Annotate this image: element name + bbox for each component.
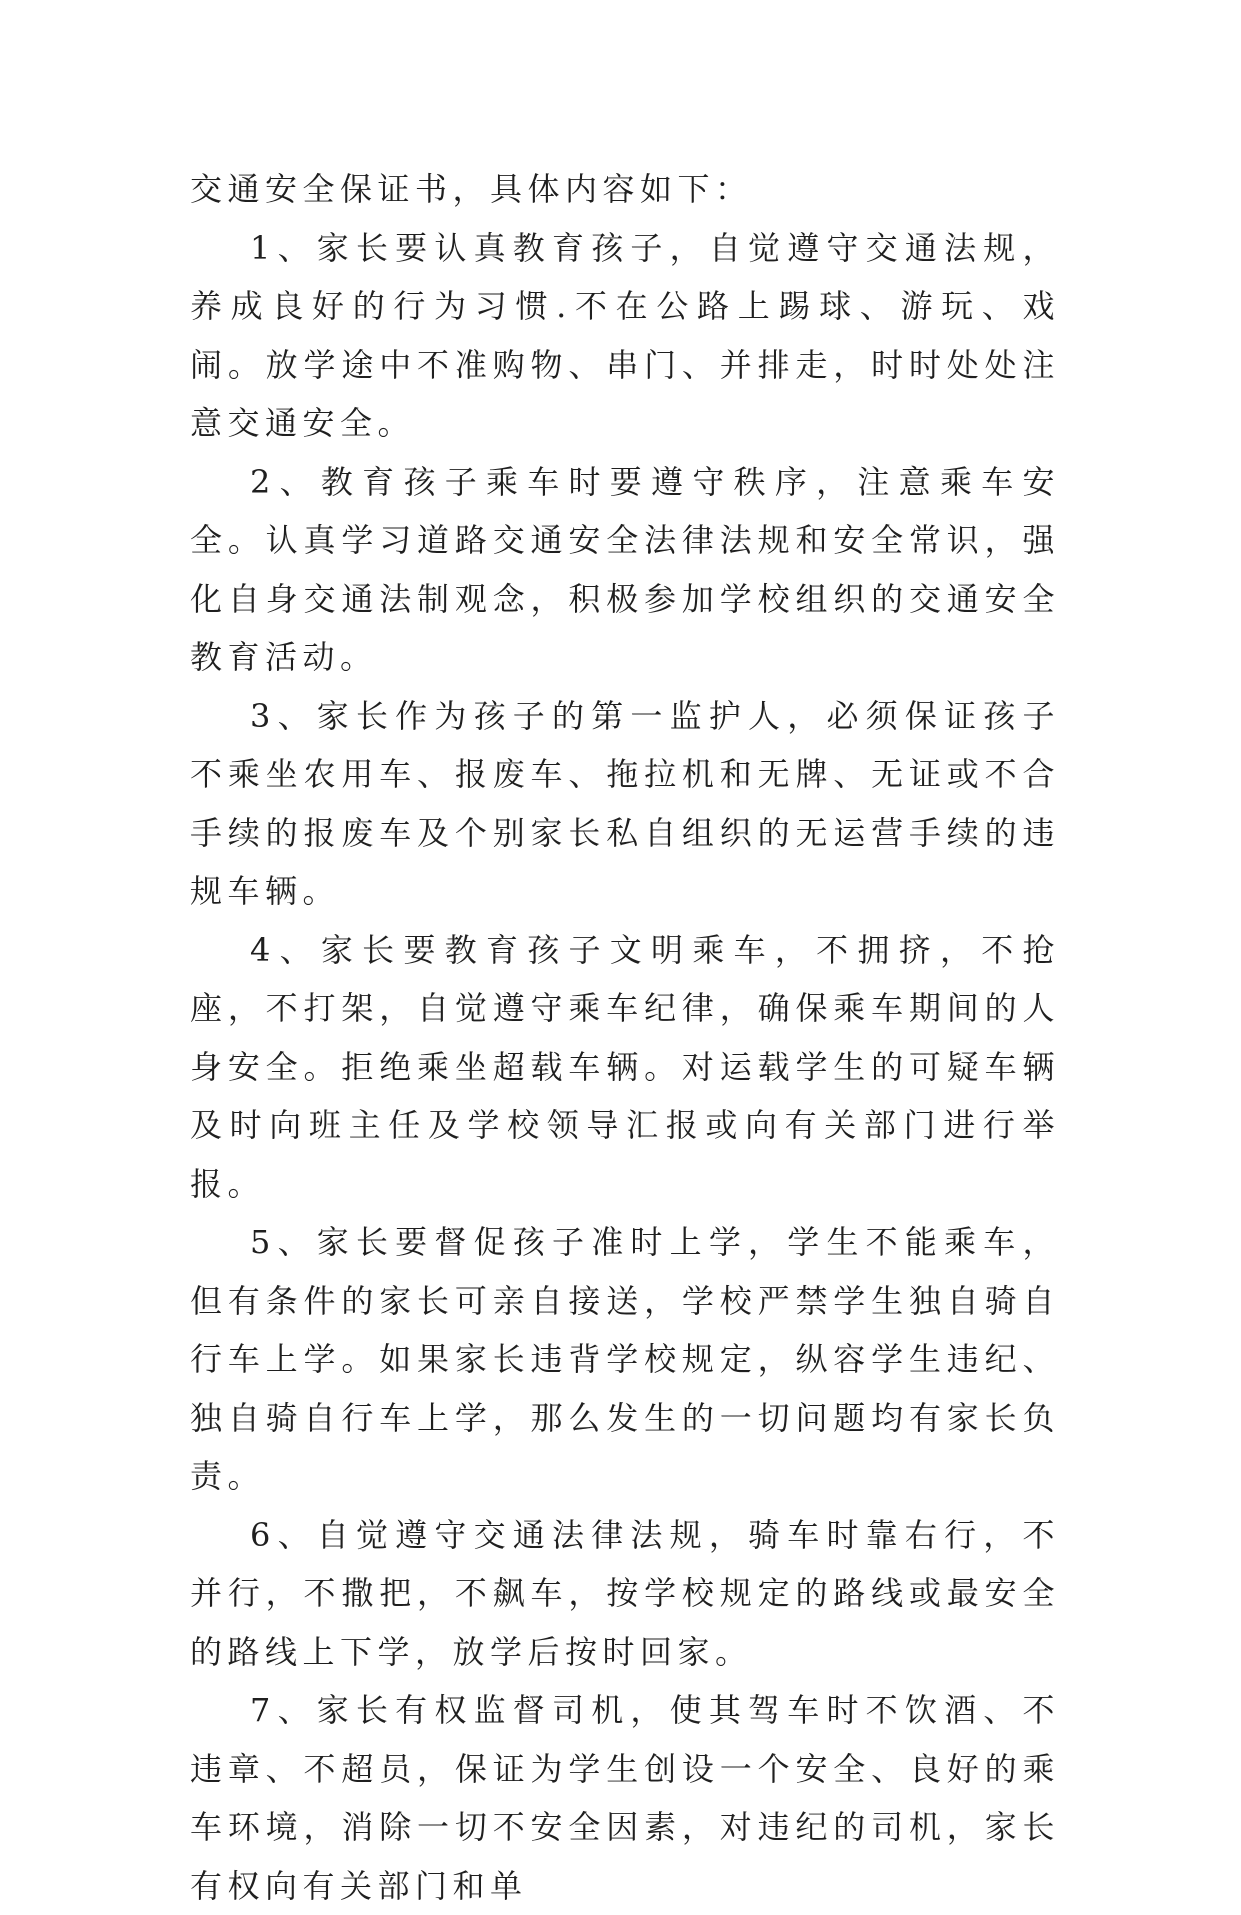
- item-paragraph-1: 1、家长要认真教育孩子，自觉遵守交通法规，养成良好的行为习惯.不在公路上踢球、游玩、戏闹。放学途中不准购物、串门、并排走，时时处处注意交通安全。: [190, 228, 1060, 442]
- item-paragraph-7: 7、家长有权监督司机，使其驾车时不饮酒、不违章、不超员，保证为学生创设一个安全、良好的乘车环境，消除一切不安全因素，对违纪的司机，家长有权向有关部门和单: [190, 1691, 1060, 1905]
- item-paragraph-3: 3、家长作为孩子的第一监护人，必须保证孩子不乘坐农用车、报废车、拖拉机和无牌、无证或不合手续的报废车及个别家长私自组织的无运营手续的违规车辆。: [190, 696, 1060, 910]
- document-body: [190, 160, 1060, 1915]
- item-paragraph-2: 2、教育孩子乘车时要遵守秩序，注意乘车安全。认真学习道路交通安全法律法规和安全常识，强化自身交通法制观念，积极参加学校组织的交通安全教育活动。: [190, 462, 1060, 676]
- intro-paragraph: 交通安全保证书，具体内容如下：: [190, 170, 753, 208]
- item-paragraph-5: 5、家长要督促孩子准时上学，学生不能乘车，但有条件的家长可亲自接送，学校严禁学生独自骑自行车上学。如果家长违背学校规定，纵容学生违纪、独自骑自行车上学，那么发生的一切问题均有家长负责。: [190, 1223, 1060, 1495]
- item-paragraph-6: 6、自觉遵守交通法律法规，骑车时靠右行，不并行，不撒把，不飙车，按学校规定的路线或最安全的路线上下学，放学后按时回家。: [190, 1515, 1060, 1671]
- item-paragraph-4: 4、家长要教育孩子文明乘车，不拥挤，不抢座，不打架，自觉遵守乘车纪律，确保乘车期间的人身安全。拒绝乘坐超载车辆。对运载学生的可疑车辆及时向班主任及学校领导汇报或向有关部门进行举报。: [190, 930, 1060, 1203]
